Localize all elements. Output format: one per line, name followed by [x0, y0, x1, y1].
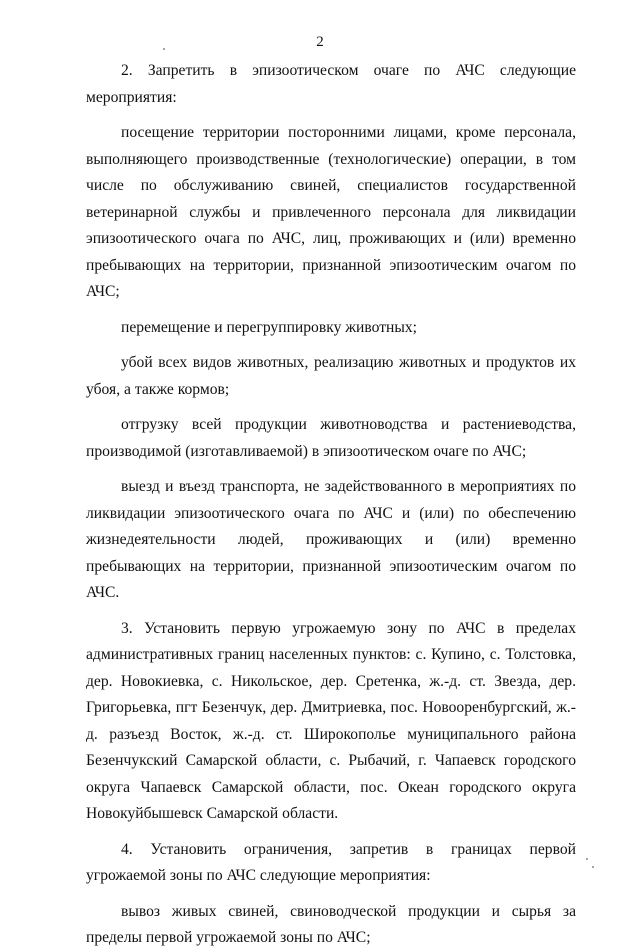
list-item-export-pigs: вывоз живых свиней, свиноводческой продукции и сырья за пределы первой угрожаемой зоны по АЧС; — [86, 902, 576, 946]
paragraph-item-3: 3. Установить первую угрожаемую зону по АЧС в пределах административных границ населенных пунктов: с. Купино, с. Толстовка, дер. Новокиевка, с. Никольское, дер. Сретенка, ж.-д. ст. Звезда, дер. Григорьевка, пгт Безенчук, дер. Дмитриевка, пос. Новооренбургский, ж.-д. разъезд Восток, ж.-д. ст. Широкополье муниципального района Безенчукский Самарской области, с. Рыбачий, г. Чапаевск городского округа Чапаевск Самарской области, пос. Океан городского округа Новокуйбышевск Самарской области. — [86, 619, 576, 822]
scan-speck — [163, 48, 165, 50]
list-item-visiting-territory: посещение территории посторонними лицами, кроме персонала, выполняющего производственные (технологические) операции, в том числе по обслуживанию свиней, специалистов государственной ветеринарной службы и привлеченного персонала для ликвидации эпизоотического очага по АЧС, лиц, проживающих и (или) временно пребывающих на территории, признанной эпизоотическим очагом по АЧС; — [86, 124, 576, 300]
list-item-moving-animals: перемещение и перегруппировку животных; — [121, 318, 417, 336]
document-body — [86, 58, 576, 952]
scan-speck — [586, 858, 588, 860]
list-item-slaughter: убой всех видов животных, реализацию животных и продуктов их убоя, а также кормов; — [86, 354, 576, 398]
paragraph-item-4: 4. Установить ограничения, запретив в границах первой угрожаемой зоны по АЧС следующие мероприятия: — [86, 840, 576, 884]
list-item-shipment: отгрузку всей продукции животноводства и растениеводства, производимой (изготавливаемой) в эпизоотическом очаге по АЧС; — [86, 416, 576, 460]
list-item-transport: выезд и въезд транспорта, не задействованного в мероприятиях по ликвидации эпизоотического очага по АЧС и (или) по обеспечению жизнедеятельности людей, проживающих и (или) временно пребывающих на территории, признанной эпизоотическим очагом по АЧС. — [86, 478, 576, 601]
paragraph-item-2: 2. Запретить в эпизоотическом очаге по АЧС следующие мероприятия: — [86, 62, 576, 106]
scan-speck — [592, 866, 594, 868]
page-number: 2 — [316, 34, 324, 50]
